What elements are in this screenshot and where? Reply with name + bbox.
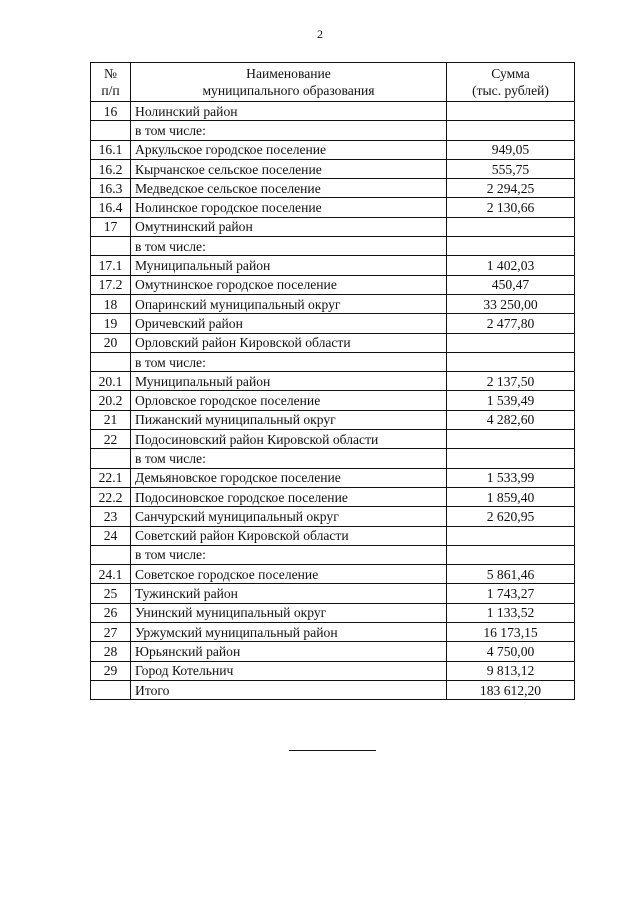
municipality-name-cell: Уржумский муниципальный район [131,623,447,642]
municipality-name-cell: Муниципальный район [131,256,447,275]
sum-cell: 33 250,00 [447,294,575,313]
table-row [91,545,575,564]
sum-cell: 1 402,03 [447,256,575,275]
municipality-name-cell: Орловский район Кировской области [131,333,447,352]
table-row [91,102,575,121]
municipal-sum-table [90,62,575,700]
municipality-name-cell: в том числе: [131,352,447,371]
table-row [91,159,575,178]
sum-cell: 1 859,40 [447,487,575,506]
sum-cell [447,102,575,121]
municipality-name-cell: Омутнинское городское поселение [131,275,447,294]
sum-cell [447,352,575,371]
sum-cell: 2 294,25 [447,179,575,198]
sum-cell [447,333,575,352]
municipality-name-cell: Опаринский муниципальный округ [131,294,447,313]
municipality-name-cell: Подосиновское городское поселение [131,487,447,506]
row-number-cell: 28 [91,642,131,661]
sum-cell: 9 813,12 [447,661,575,680]
municipality-name-cell: Медведское сельское поселение [131,179,447,198]
municipality-name-cell: в том числе: [131,121,447,140]
municipality-name-cell: Оричевский район [131,314,447,333]
table-row [91,121,575,140]
row-number-cell: 25 [91,584,131,603]
sum-cell: 1 539,49 [447,391,575,410]
table-row [91,642,575,661]
row-number-cell: 20.1 [91,372,131,391]
row-number-cell: 21 [91,410,131,429]
row-number-cell: 16 [91,102,131,121]
municipality-name-cell: Советский район Кировской области [131,526,447,545]
sum-cell: 2 130,66 [447,198,575,217]
table-row [91,256,575,275]
table-row [91,430,575,449]
sum-cell [447,237,575,256]
table-row [91,565,575,584]
row-number-cell [91,352,131,371]
row-number-cell: 16.1 [91,140,131,159]
sum-cell: 183 612,20 [447,680,575,699]
table-row [91,372,575,391]
sum-cell: 450,47 [447,275,575,294]
municipality-name-cell: Тужинский район [131,584,447,603]
row-number-cell: 17 [91,217,131,236]
table-row [91,314,575,333]
column-header-number: № п/п [91,63,131,102]
table-row [91,333,575,352]
sum-cell: 2 137,50 [447,372,575,391]
table-row [91,198,575,217]
sum-cell [447,545,575,564]
row-number-cell: 29 [91,661,131,680]
table-row [91,603,575,622]
table-row [91,661,575,680]
table-row [91,507,575,526]
table-row [91,487,575,506]
row-number-cell: 19 [91,314,131,333]
table-row [91,623,575,642]
row-number-cell: 16.4 [91,198,131,217]
table-row [91,584,575,603]
sum-cell: 16 173,15 [447,623,575,642]
row-number-cell [91,545,131,564]
sum-cell: 2 620,95 [447,507,575,526]
row-number-cell: 16.3 [91,179,131,198]
sum-cell [447,121,575,140]
sum-cell: 1 533,99 [447,468,575,487]
municipality-name-cell: Подосиновский район Кировской области [131,430,447,449]
sum-cell: 5 861,46 [447,565,575,584]
municipality-name-cell: Нолинское городское поселение [131,198,447,217]
municipality-name-cell: Орловское городское поселение [131,391,447,410]
row-number-cell: 17.1 [91,256,131,275]
sum-cell: 1 743,27 [447,584,575,603]
municipality-name-cell: Юрьянский район [131,642,447,661]
sum-cell: 4 750,00 [447,642,575,661]
municipality-name-cell: Унинский муниципальный округ [131,603,447,622]
table-row [91,391,575,410]
row-number-cell [91,237,131,256]
sum-cell: 4 282,60 [447,410,575,429]
closing-divider-line [289,750,376,751]
row-number-cell [91,680,131,699]
sum-cell [447,430,575,449]
municipality-name-cell: Санчурский муниципальный округ [131,507,447,526]
municipality-name-cell: Омутнинский район [131,217,447,236]
municipality-name-cell: Муниципальный район [131,372,447,391]
sum-cell: 1 133,52 [447,603,575,622]
row-number-cell: 22.2 [91,487,131,506]
row-number-cell: 24 [91,526,131,545]
table-row [91,468,575,487]
municipality-name-cell: в том числе: [131,545,447,564]
municipality-name-cell: Кырчанское сельское поселение [131,159,447,178]
row-number-cell [91,449,131,468]
column-header-sum: Сумма (тыс. рублей) [447,63,575,102]
municipality-name-cell: Советское городское поселение [131,565,447,584]
row-number-cell: 22.1 [91,468,131,487]
row-number-cell: 23 [91,507,131,526]
municipality-name-cell: в том числе: [131,449,447,468]
row-number-cell: 20 [91,333,131,352]
sum-cell [447,526,575,545]
sum-cell: 555,75 [447,159,575,178]
municipality-name-cell: Город Котельнич [131,661,447,680]
table-row [91,294,575,313]
page-number: 2 [317,27,323,41]
row-number-cell: 18 [91,294,131,313]
row-number-cell: 20.2 [91,391,131,410]
sum-cell [447,449,575,468]
municipality-name-cell: Аркульское городское поселение [131,140,447,159]
row-number-cell: 17.2 [91,275,131,294]
table-row [91,449,575,468]
table-row [91,179,575,198]
table-body [91,102,575,700]
table-row [91,275,575,294]
sum-cell: 2 477,80 [447,314,575,333]
column-header-name: Наименование муниципального образования [131,63,447,102]
table-row [91,217,575,236]
table-row [91,140,575,159]
municipality-name-cell: Итого [131,680,447,699]
row-number-cell: 27 [91,623,131,642]
row-number-cell: 26 [91,603,131,622]
municipality-name-cell: Пижанский муниципальный округ [131,410,447,429]
municipality-name-cell: Демьяновское городское поселение [131,468,447,487]
municipality-name-cell: в том числе: [131,237,447,256]
row-number-cell: 24.1 [91,565,131,584]
table-row [91,680,575,699]
table-row [91,526,575,545]
municipality-name-cell: Нолинский район [131,102,447,121]
sum-cell: 949,05 [447,140,575,159]
row-number-cell: 16.2 [91,159,131,178]
table-header-row [91,63,575,102]
table-row [91,237,575,256]
sum-cell [447,217,575,236]
table-row [91,352,575,371]
row-number-cell: 22 [91,430,131,449]
row-number-cell [91,121,131,140]
table-row [91,410,575,429]
